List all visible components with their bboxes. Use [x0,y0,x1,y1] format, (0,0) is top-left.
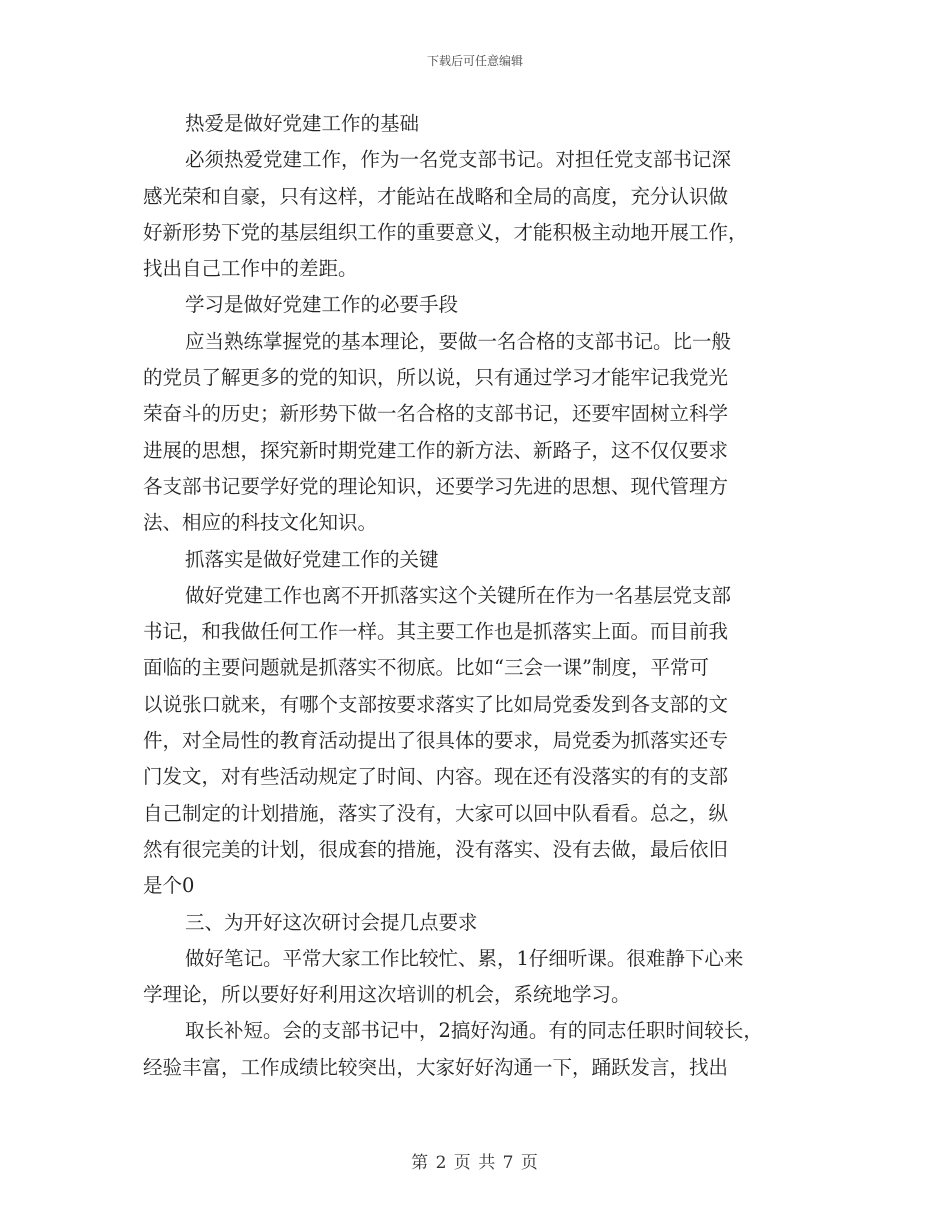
page-footer: 第 2 页 共 7 页 [411,1153,539,1173]
paragraph-line: 荣奋斗的历史；新形势下做一名合格的支部书记，还要牢固树立科学 [143,402,729,426]
heading-study: 学习是做好党建工作的必要手段 [185,293,459,317]
heading-implementation: 抓落实是做好党建工作的关键 [185,547,439,571]
paragraph-line: 以说张口就来，有哪个支部按要求落实了比如局党委发到各支部的文 [143,692,729,716]
paragraph-line: 应当熟练掌握党的基本理论，要做一名合格的支部书记。比一般 [185,329,732,353]
paragraph-line: 取长补短。会的支部书记中，2搞好沟通。有的同志任职时间较长， [185,1019,763,1043]
paragraph-line: 找出自己工作中的差距。 [143,257,358,281]
page-header: 下载后可任意编辑 [426,54,523,68]
paragraph-line: 自己制定的计划措施，落实了没有，大家可以回中队看看。总之，纵 [143,801,729,825]
paragraph-line: 件，对全局性的教育活动提出了很具体的要求，局党委为抓落实还专 [143,729,729,753]
paragraph-line: 法、相应的科技文化知识。 [143,511,378,535]
paragraph-line: 进展的思想，探究新时期党建工作的新方法、新路子，这不仅仅要求 [143,438,729,462]
heading-requirements: 三、为开好这次研讨会提几点要求 [185,910,478,934]
paragraph-line: 经验丰富，工作成绩比较突出，大家好好沟通一下，踊跃发言，找出 [143,1055,729,1079]
paragraph-line: 感光荣和自豪，只有这样，才能站在战略和全局的高度，充分认识做 [143,184,729,208]
paragraph-line: 好新形势下党的基层组织工作的重要意义，才能积极主动地开展工作， [143,220,748,244]
paragraph-line: 门发文，对有些活动规定了时间、内容。现在还有没落实的有的支部 [143,765,729,789]
paragraph-line: 书记，和我做任何工作一样。其主要工作也是抓落实上面。而目前我 [143,620,729,644]
paragraph-line: 是个0 [143,874,195,898]
paragraph-line: 必须热爱党建工作，作为一名党支部书记。对担任党支部书记深 [185,148,732,172]
document-body [143,106,813,1086]
paragraph-line: 的党员了解更多的党的知识，所以说，只有通过学习才能牢记我党光 [143,366,729,390]
heading-love: 热爱是做好党建工作的基础 [185,112,420,135]
paragraph-line: 做好笔记。平常大家工作比较忙、累，1仔细听课。很难静下心来 [185,946,744,970]
paragraph-line: 做好党建工作也离不开抓落实这个关键所在作为一名基层党支部 [185,583,732,607]
paragraph-line: 各支部书记要学好党的理论知识，还要学习先进的思想、现代管理方 [143,474,729,498]
paragraph-line: 学理论，所以要好好利用这次培训的机会，系统地学习。 [143,983,631,1007]
paragraph-line: 面临的主要问题就是抓落实不彻底。比如“三会一课”制度，平常可 [143,656,709,680]
paragraph-line: 然有很完美的计划，很成套的措施，没有落实、没有去做，最后依旧 [143,837,729,861]
